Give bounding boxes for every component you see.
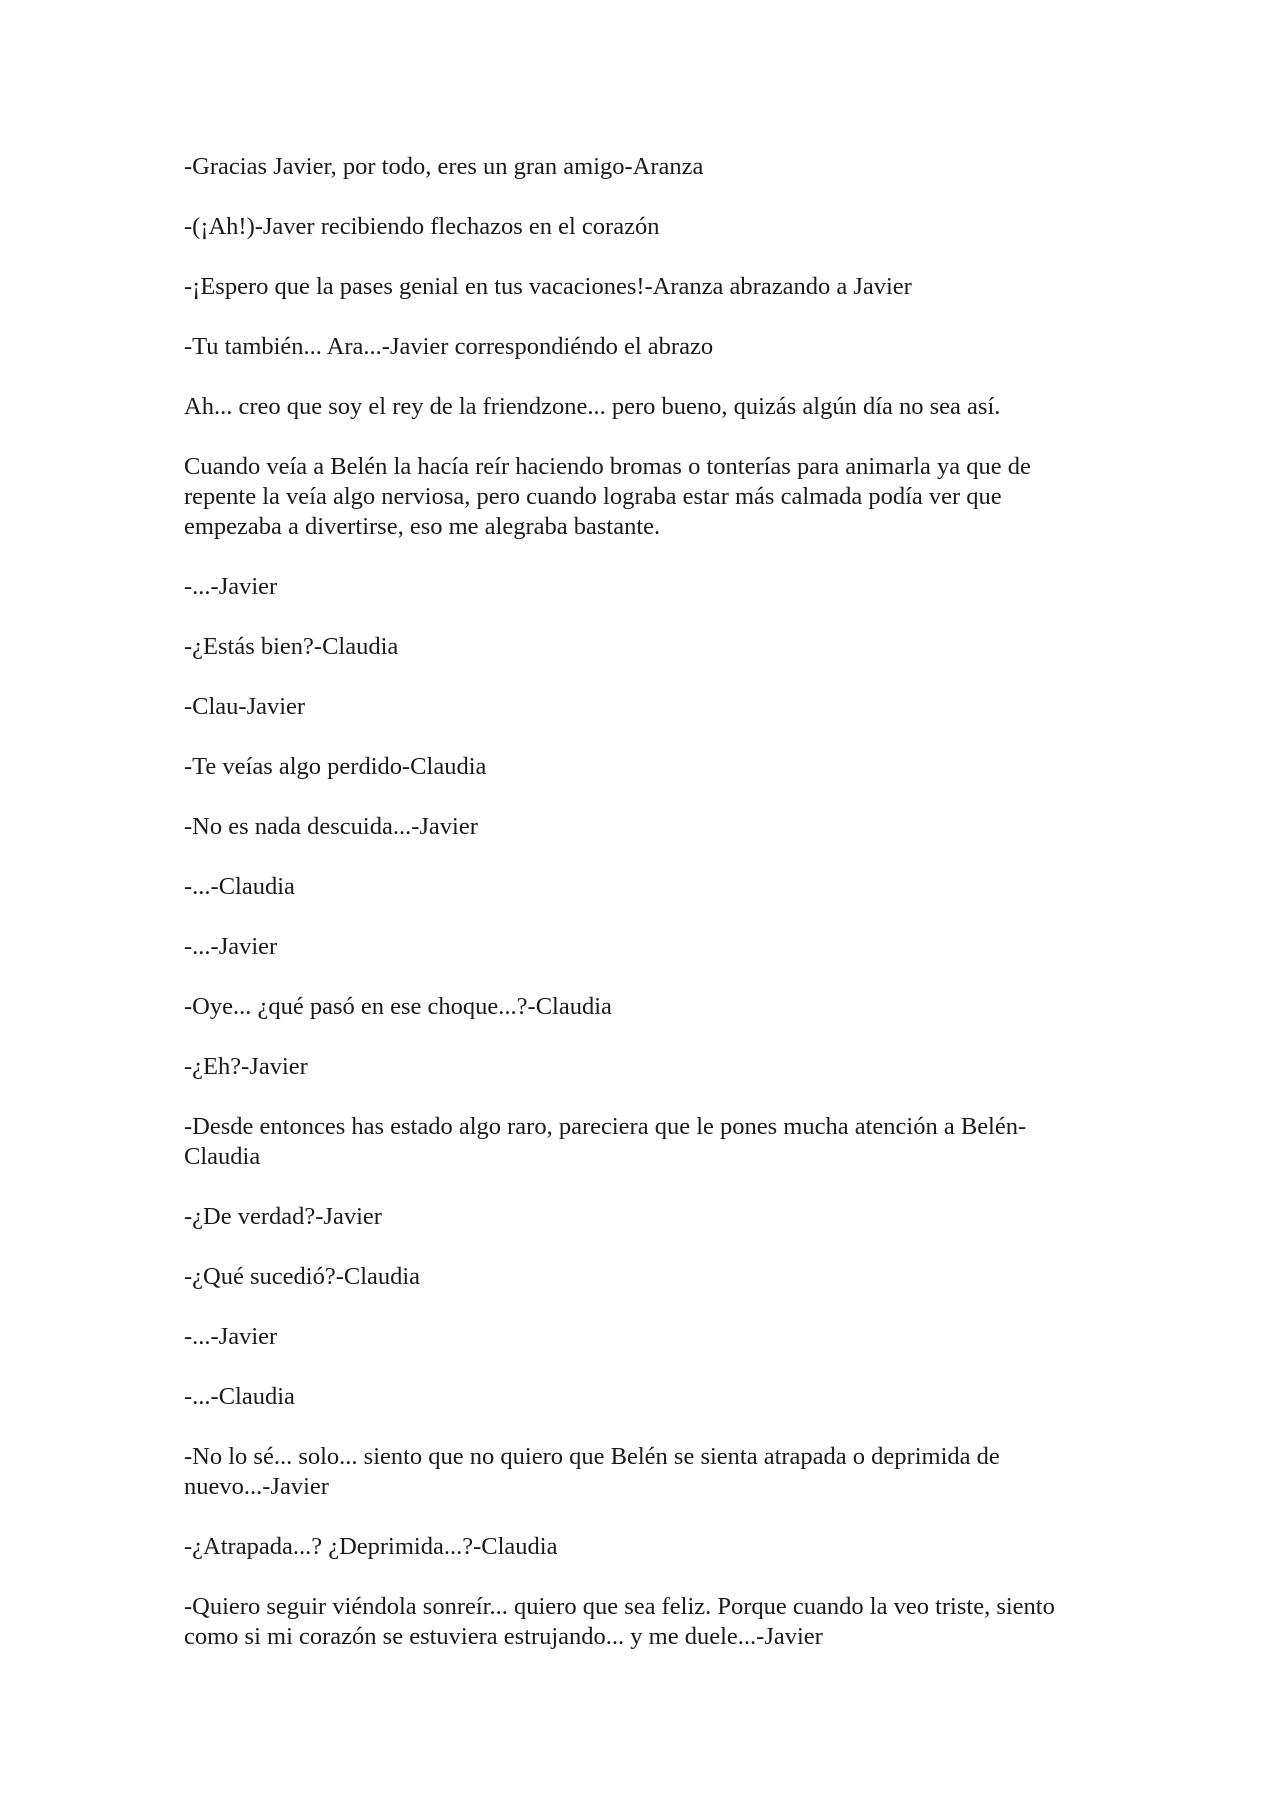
paragraph: -No es nada descuida...-Javier: [184, 813, 478, 840]
paragraph: -...-Claudia: [184, 1383, 295, 1410]
paragraph: -Quiero seguir viéndola sonreír... quiero que sea feliz. Porque cuando la veo triste, siento como si mi corazón se estuviera estrujando... y me duele...-Javier: [184, 1593, 1055, 1650]
paragraph: -Gracias Javier, por todo, eres un gran amigo-Aranza: [184, 153, 704, 180]
paragraph: Cuando veía a Belén la hacía reír haciendo bromas o tonterías para animarla ya que de repente la veía algo nerviosa, pero cuando lograba estar más calmada podía ver que empezaba a divertirse, eso me alegraba bastante.: [184, 453, 1031, 540]
paragraph: -¿De verdad?-Javier: [184, 1203, 382, 1230]
paragraph: -(¡Ah!)-Javer recibiendo flechazos en el corazón: [184, 213, 660, 240]
paragraph: -...-Javier: [184, 1323, 278, 1350]
paragraph: -¿Estás bien?-Claudia: [184, 633, 399, 660]
paragraph: -¡Espero que la pases genial en tus vacaciones!-Aranza abrazando a Javier: [184, 273, 912, 300]
paragraph: -Te veías algo perdido-Claudia: [184, 753, 487, 780]
paragraph: -Clau-Javier: [184, 693, 306, 720]
paragraph: -...-Javier: [184, 933, 278, 960]
paragraph: -¿Atrapada...? ¿Deprimida...?-Claudia: [184, 1533, 558, 1560]
paragraph: -...-Claudia: [184, 873, 295, 900]
paragraph: -...-Javier: [184, 573, 278, 600]
paragraph: -¿Eh?-Javier: [184, 1053, 308, 1080]
paragraph: -Oye... ¿qué pasó en ese choque...?-Claudia: [184, 993, 612, 1020]
paragraph: -No lo sé... solo... siento que no quiero que Belén se sienta atrapada o deprimida de nuevo...-Javier: [184, 1443, 1000, 1500]
document-body: [184, 152, 1084, 1682]
paragraph: Ah... creo que soy el rey de la friendzone... pero bueno, quizás algún día no sea así.: [184, 393, 1001, 420]
paragraph: -¿Qué sucedió?-Claudia: [184, 1263, 421, 1290]
paragraph: -Desde entonces has estado algo raro, pareciera que le pones mucha atención a Belén-Claudia: [184, 1113, 1027, 1170]
paragraph: -Tu también... Ara...-Javier correspondiéndo el abrazo: [184, 333, 714, 360]
